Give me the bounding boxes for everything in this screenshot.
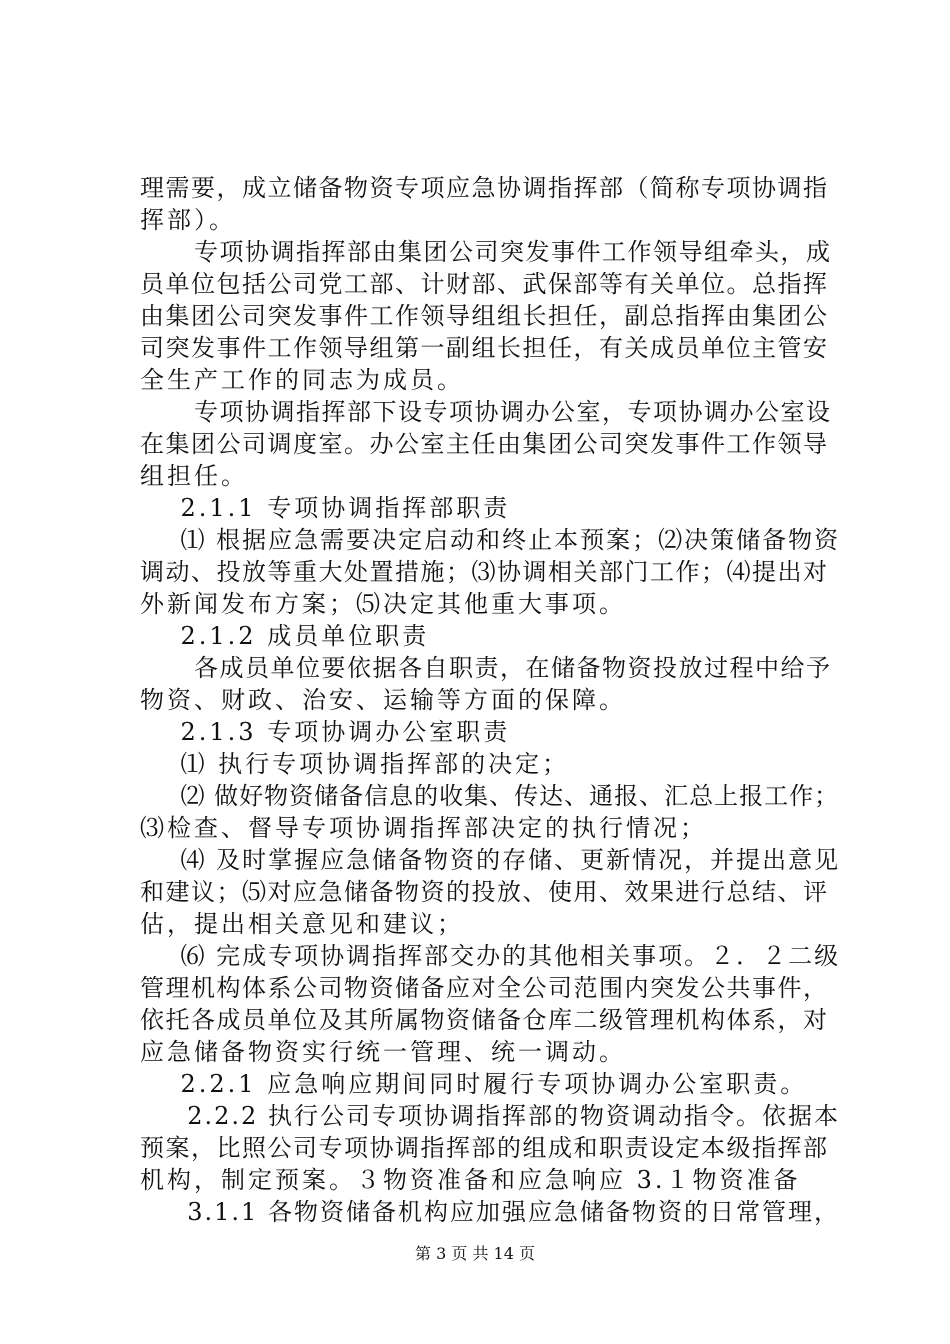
text-line: 调动、投放等重大处置措施；⑶协调相关部门工作；⑷提出对	[140, 558, 829, 586]
text-line: 在集团公司调度室。办公室主任由集团公司突发事件工作领导	[140, 430, 829, 458]
text-line: 2.1.1 专项协调指挥部职责	[180, 494, 511, 522]
text-line: 挥部）。	[140, 206, 236, 234]
text-line: 专项协调指挥部由集团公司突发事件工作领导组牵头，成	[194, 238, 832, 266]
text-line: 司突发事件工作领导组第一副组长担任，有关成员单位主管安	[140, 334, 829, 362]
text-line: ⑴ 根据应急需要决定启动和终止本预案；⑵决策储备物资	[180, 526, 841, 554]
text-line: ⑶检查、督导专项协调指挥部决定的执行情况；	[140, 814, 707, 842]
text-line: 2.2.2 执行公司专项协调指挥部的物资调动指令。依据本	[187, 1102, 840, 1130]
text-line: 外新闻发布方案；⑸决定其他重大事项。	[140, 590, 626, 618]
text-line: 理需要，成立储备物资专项应急协调指挥部（简称专项协调指	[140, 174, 829, 202]
text-line: 由集团公司突发事件工作领导组组长担任，副总指挥由集团公	[140, 302, 829, 330]
text-line: 专项协调指挥部下设专项协调办公室，专项协调办公室设	[194, 398, 832, 426]
text-line: 3.1.1 各物资储备机构应加强应急储备物资的日常管理，	[187, 1198, 840, 1226]
body-text	[140, 172, 840, 1228]
page-footer: 第 3 页 共 14 页	[415, 1244, 535, 1263]
text-line: 和建议；⑸对应急储备物资的投放、使用、效果进行总结、评	[140, 878, 829, 906]
text-line: 2.1.2 成员单位职责	[180, 622, 430, 650]
text-line: 2.1.3 专项协调办公室职责	[180, 718, 511, 746]
text-line: ⑴ 执行专项协调指挥部的决定；	[180, 750, 570, 778]
text-line: 各成员单位要依据各自职责，在储备物资投放过程中给予	[194, 654, 832, 682]
text-line: ⑹ 完成专项协调指挥部交办的其他相关事项。２．２二级	[180, 942, 841, 970]
text-line: 组担任。	[140, 462, 248, 490]
text-line: 预案，比照公司专项协调指挥部的组成和职责设定本级指挥部	[140, 1134, 829, 1162]
text-line: ⑷ 及时掌握应急储备物资的存储、更新情况，并提出意见	[180, 846, 841, 874]
text-line: 依托各成员单位及其所属物资储备仓库二级管理机构体系，对	[140, 1006, 829, 1034]
text-line: 物资、财政、治安、运输等方面的保障。	[140, 686, 626, 714]
text-line: 全生产工作的同志为成员。	[140, 366, 464, 394]
text-line: 估，提出相关意见和建议；	[140, 910, 464, 938]
text-line: ⑵ 做好物资储备信息的收集、传达、通报、汇总上报工作；	[180, 782, 840, 810]
text-line: 管理机构体系公司物资储备应对全公司范围内突发公共事件，	[140, 974, 829, 1002]
text-line: 2.2.1 应急响应期间同时履行专项协调办公室职责。	[180, 1070, 808, 1098]
text-line: 机构，制定预案。３物资准备和应急响应 3.１物资准备	[140, 1166, 801, 1194]
text-line: 员单位包括公司党工部、计财部、武保部等有关单位。总指挥	[140, 270, 829, 298]
text-line: 应急储备物资实行统一管理、统一调动。	[140, 1038, 626, 1066]
